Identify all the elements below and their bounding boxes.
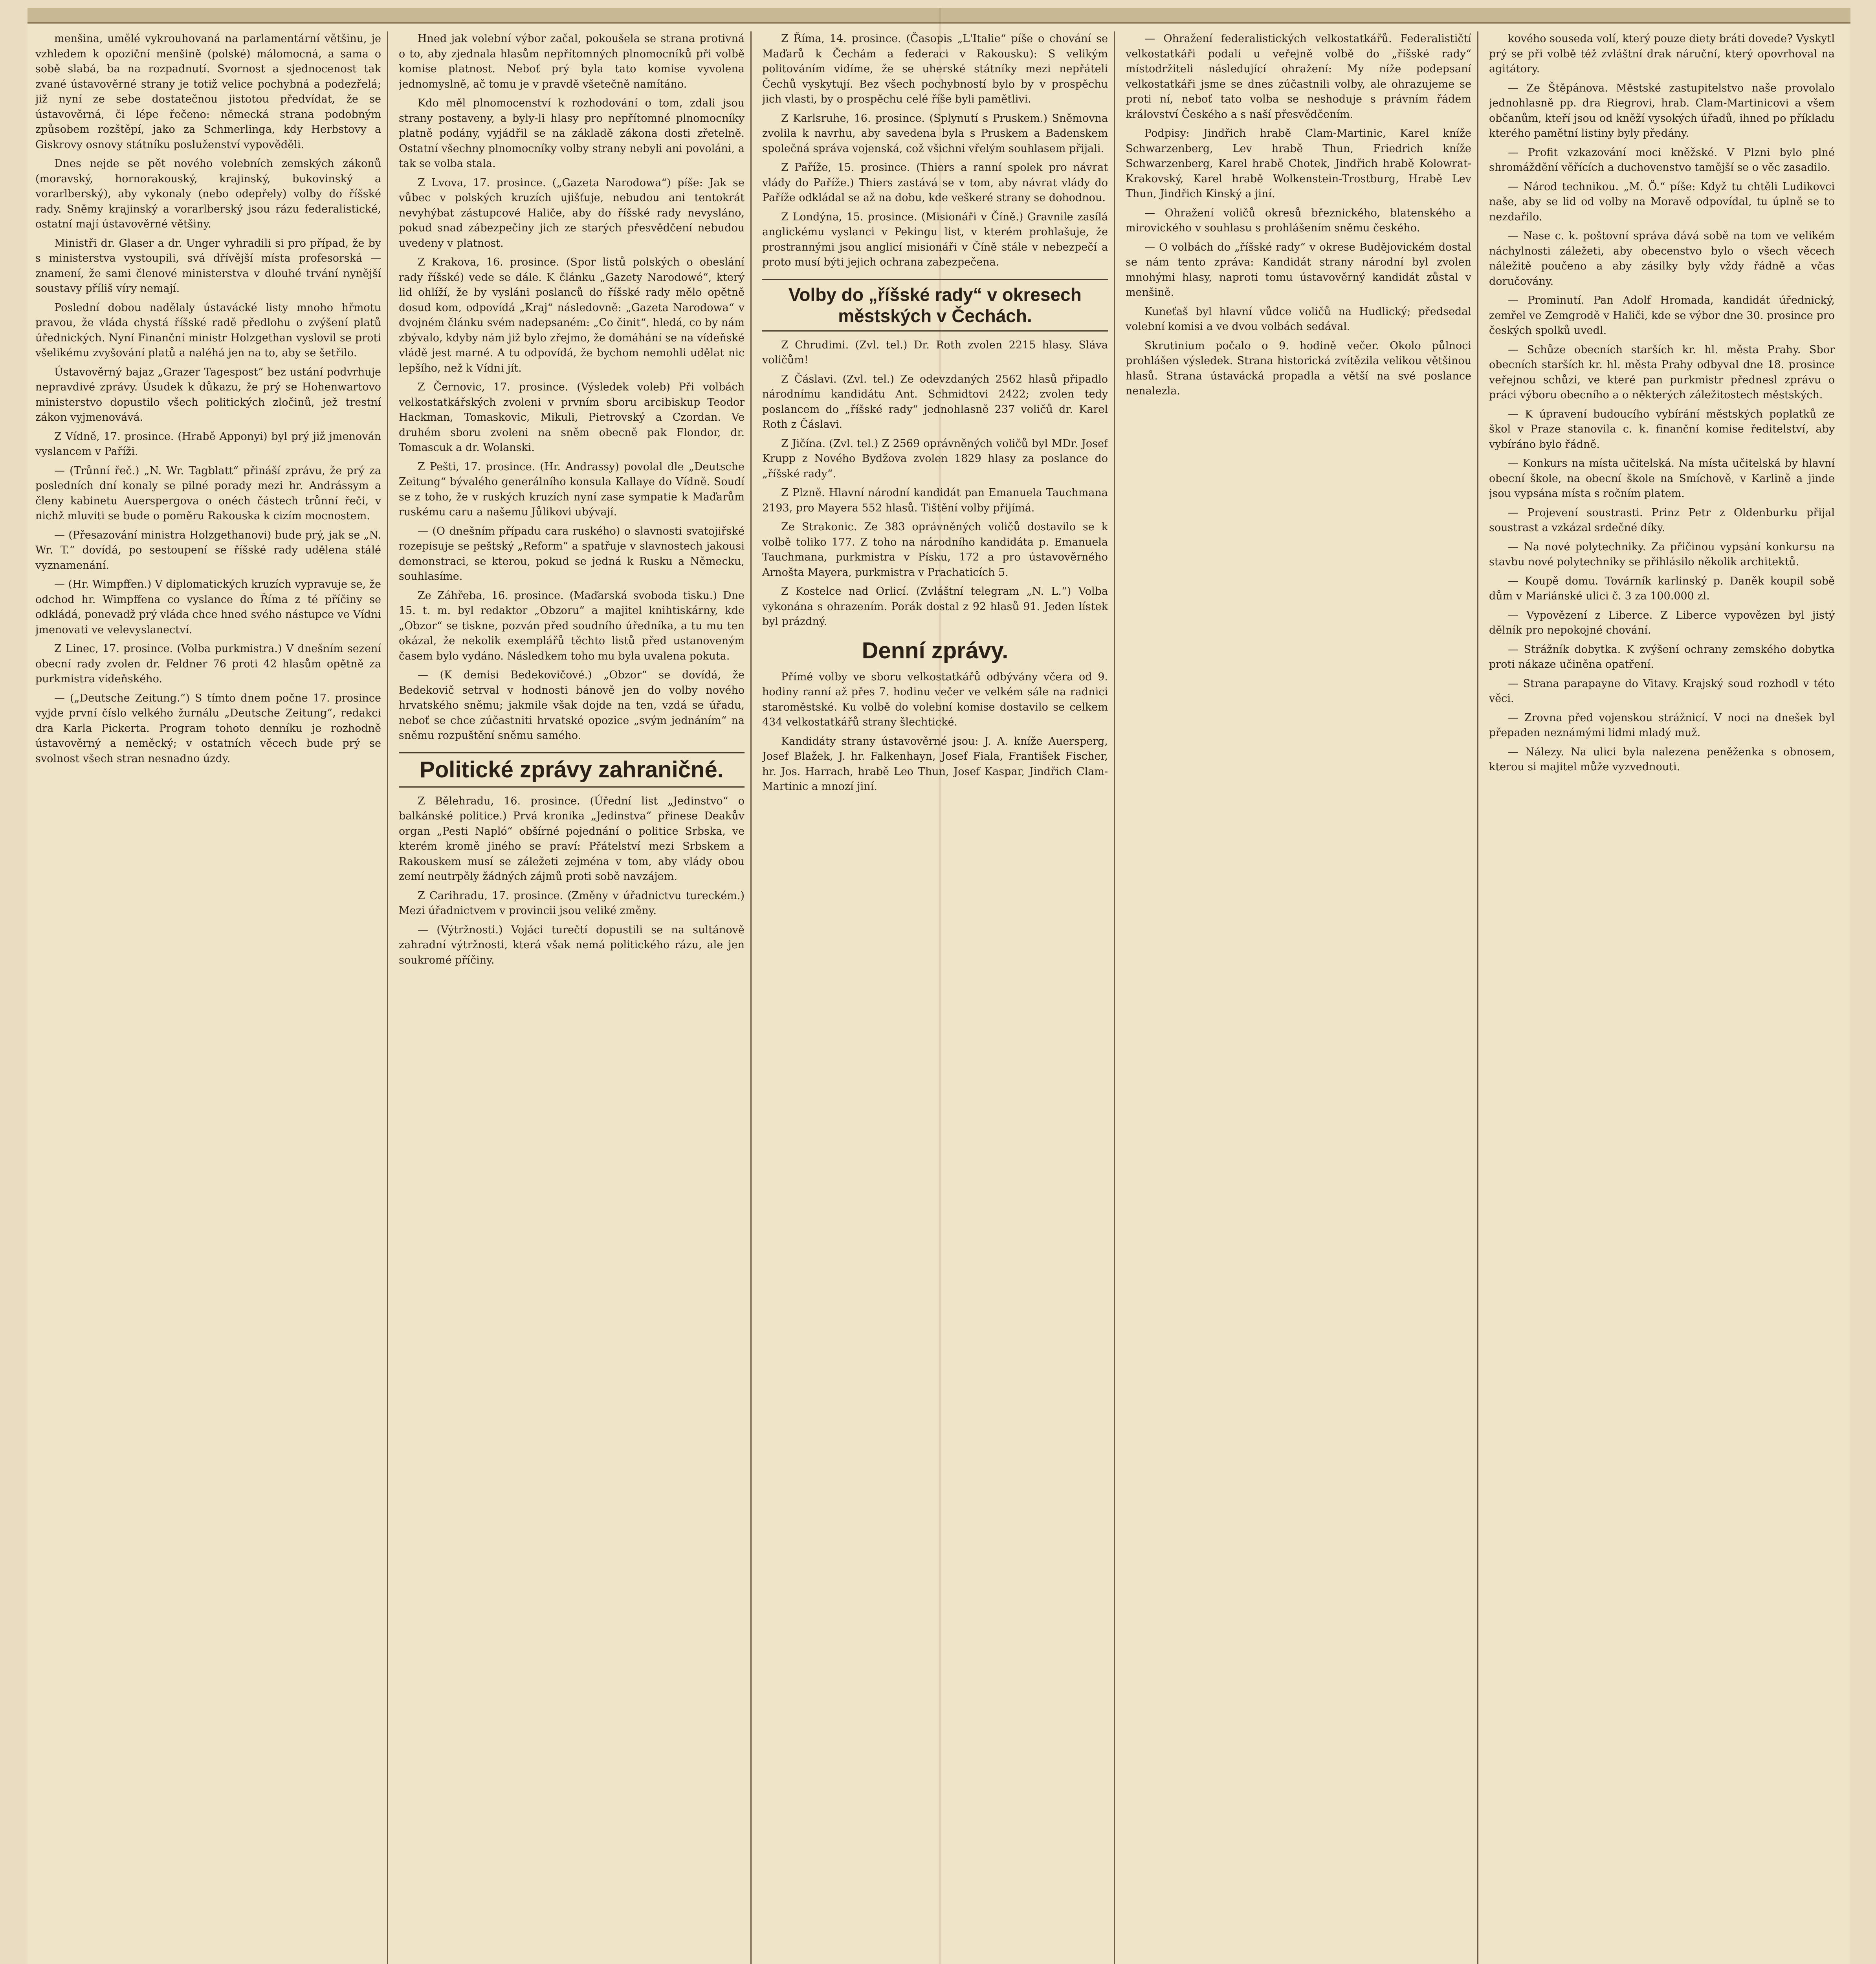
paragraph: Z Říma, 14. prosince. (Časopis „L'Italie“ píše o chování se Maďarů k Čechám a federaci v Rakousku): S velikým politováním vidíme, že se uherské státníky mezi nepřáteli Čechů vyskytují. Bez všech pochybností bylo by v prospěchu jich vlasti, by o prospěchu celé říše byli pamětlivi. xyxy=(762,33,1108,105)
paragraph: Z Lvova, 17. prosince. („Gazeta Narodowa“) píše: Jak se vůbec v polských kruzích ujišťuje, nebudou ani tentokrát nevyhýbat zástupcové Haliče, aby do říšské rady nevysláno, pokud snad zábezpečiny jich ze starých přesvědčení nebudou uvedeny v platnost. xyxy=(399,176,745,249)
paragraph: — Národ technikou. „M. Ö.“ píše: Když tu chtěli Ludikovci naše, aby se lid od volby na Moravě odpovídal, tu úplně se to nezdařilo. xyxy=(1489,180,1835,223)
paragraph: Dnes nejde se pět nového volebních zemských zákonů (moravský, hornorakouský, krajinský, bukovinský a vorarlberský), aby vykonaly (nebo odepřely) volby do říšské rady. Sněmy krajinský a vorarlberský jsou rázu federalistické, ostatní mají ústavověrné většiny. xyxy=(35,158,381,230)
paragraph: Z Paříže, 15. prosince. (Thiers a ranní spolek pro návrat vlády do Paříže.) Thiers zastává se v tom, aby návrat vlády do Paříže odkládal se až na dobu, kde veškeré strany se dohodnou. xyxy=(762,161,1108,204)
paragraph: Z Karlsruhe, 16. prosince. (Splynutí s Pruskem.) Sněmovna zvolila k navrhu, aby savedena byla s Pruskem a Badenskem společná správa vojenská, což všichni vřelým souhlasem přijali. xyxy=(762,112,1108,155)
paragraph: — Schůze obecních starších kr. hl. města Prahy. Sbor obecních starších kr. hl. města Prahy odbyval dne 18. prosince veřejnou schůzi, ve které pan purkmistr přednesl zprávu o práci výboru obecního a o některých záležitostech městských. xyxy=(1489,343,1835,401)
paragraph: Z Bělehradu, 16. prosince. (Úřední list „Jedinstvo“ o balkánské politice.) Prvá kronika „Jedinstva“ přinese Deakův organ „Pesti Napló“ obšírné pojednání o politice Srbska, ve kterém kromě jiného se praví: Přátelství mezi Srbskem a Rakouskem musí se záležeti zejména v tom, aby vlády obou zemí neutrpěly žádných zájmů proti sobě navzájem. xyxy=(399,795,745,883)
paragraph: — Koupě domu. Továrník karlinský p. Daněk koupil sobě dům v Mariánské ulici č. 3 za 100.000 zl. xyxy=(1489,575,1835,602)
paragraph: — (Hr. Wimpffen.) V diplomatických kruzích vypravuje se, že odchod hr. Wimpffena co vyslance do Říma z té příčiny se odkládá, ponevadž prý vláda chce hned svého nástupce ve Vídni jmenovati ve velevyslanectví. xyxy=(35,578,381,636)
paragraph: Z Čáslavi. (Zvl. tel.) Ze odevzdaných 2562 hlasů připadlo národnímu kandidátu Ant. Schmidtovi 2422; zvolen tedy poslancem do „říšské rady“ jednohlasně 237 voličů dr. Karel Roth z Čáslavi. xyxy=(762,373,1108,431)
column-5 xyxy=(1489,31,1835,1964)
paragraph: Ze Strakonic. Ze 383 oprávněných voličů dostavilo se k volbě toliko 177. Z toho na národního kandidáta p. Emanuela Tauchmana, purkmistra v Písku, 172 a pro ústavověrného Arnošta Mayera, purkmistra v Prachaticích 5. xyxy=(762,521,1108,579)
paragraph: Kdo měl plnomocenství k rozhodování o tom, zdali jsou strany postaveny, a byly-li hlasy pro nepřítomné plnomocníky platně podány, vyjádřil se na základě zákona dosti zřetelně. Ostatní všechny plnomocníky volby strany nebyli ani povoláni, a tak se volba stala. xyxy=(399,97,745,170)
column-2 xyxy=(399,31,745,1964)
paragraph: Z Krakova, 16. prosince. (Spor listů polských o obeslání rady říšské) vede se dále. K článku „Gazety Narodowé“, který lid ohlíží, že by vysláni poslanců do říšské rady mělo opětně dosud kom, odpovídá „Kraj“ následovně: „Gazeta Narodowa“ v dvojném článku svém nadepsaném: „Co činit“, hledá, co by nám zbývalo, kdyby nám již bylo zřejmo, že domáhání se na vídeňské vládě jest marné. A tu odpovídá, že bychom nemohli udělat nic lepšího, než k Vídni jít. xyxy=(399,256,745,374)
paragraph: — (Výtržnosti.) Vojáci turečtí dopustili se na sultánově zahradní výtržnosti, která však nemá politického rázu, ale jen soukromé příčiny. xyxy=(399,923,745,966)
section-heading-daily-news: Denní zprávy. xyxy=(862,638,1009,663)
paragraph: — Profit vzkazování moci kněžské. V Plzni bylo plné shromáždění věřících a duchovenstvo tamější se o věc zasadilo. xyxy=(1489,146,1835,174)
paragraph: Z Kostelce nad Orlicí. (Zvláštní telegram „N. L.“) Volba vykonána s ohrazením. Porák dostal z 92 hlasů 91. Jeden lístek byl prázdný. xyxy=(762,585,1108,628)
paragraph: — (O dnešním případu cara ruského) o slavnosti svatojiřské rozepisuje se peštský „Reform“ a spatřuje v slavnostech jakousi demonstraci, se kterou, pokud se jedná k Rusku a Německu, souhlasíme. xyxy=(399,525,745,583)
paragraph: Poslední dobou nadělaly ústavácké listy mnoho hřmotu pravou, že vláda chystá říšské radě předlohu o zvýšení platů úřednických. Nyní Finanční ministr Holzgethan vyslovil se proti všelikému zvyšování platů a naléhá jen na to, aby se šetřilo. xyxy=(35,301,381,359)
column-1 xyxy=(35,31,381,1964)
section-heading-foreign-news: Politické zprávy zahraničné. xyxy=(399,752,745,788)
paragraph: Z Linec, 17. prosince. (Volba purkmistra.) V dnešním sezení obecní rady zvolen dr. Feldner 76 proti 42 hlasům opětně za purkmistra vídeňského. xyxy=(35,643,381,685)
paragraph: — Konkurs na místa učitelská. Na místa učitelská by hlavní obecní škole, na obecní škole na Smíchově, v Karlině a jinde jsou vypsána místa s ročním platem. xyxy=(1489,457,1835,500)
paragraph: menšina, umělé vykrouhovaná na parlamentární většinu, je vzhledem k opoziční menšině (polské) málomocná, a sama o sobě slabá, ba na rozpadnutí. Svornost a sjednocenost tak zvané ústavověrné strany je totiž velice pochybná a podezřelá; již nyní ze sebe dostatečnou jistotou předvídat, že se ústavověrná, či lépe řečeno: německá strana podobným způsobem rozštěpí, jako za Schmerlinga, kdy Herbstovy a Giskrovy osnovy státníku posluženství vypověděli. xyxy=(35,33,381,151)
paragraph: Ústavověrný bajaz „Grazer Tagespost“ bez ustání podvrhuje nepravdivé zprávy. Úsudek k důkazu, že prý se Hohenwartovo ministerstvo dopustilo všech politických zločinů, jež trestní zákon vyjmenovává. xyxy=(35,366,381,423)
paragraph: Z Carihradu, 17. prosince. (Změny v úřadnictvu tureckém.) Mezi úřadnictvem v provincii jsou veliké změny. xyxy=(399,889,745,917)
paragraph: Ministři dr. Glaser a dr. Unger vyhradili si pro případ, že by s ministerstva vystoupili, svá dřívější místa profesorská — znamení, že sami členové ministerstva v dlouhé trvání nynější soustavy příliš víry nemají. xyxy=(35,237,381,295)
paragraph: — Projevení soustrasti. Prinz Petr z Oldenburku přijal soustrast a vzkázal srdečné díky. xyxy=(1489,506,1835,534)
paragraph: Z Černovic, 17. prosince. (Výsledek voleb) Při volbách velkostatkářských zvoleni v prvním sboru arcibiskup Teodor Hackman, Tomaskovic, Mikuli, Pietrovský a Czordan. Ve druhém sboru zvoleni na sněm obecně pak Flondor, dr. Tomascuk a dr. Wolanski. xyxy=(399,381,745,454)
paragraph: — Ze Štěpánova. Městské zastupitelstvo naše provolalo jednohlasně pp. dra Riegrovi, hrab. Clam-Martinicovi a všem občanům, kteří jsou od kněží vysokých úřadů, ihned po příkladu kterého pamětní listiny byly předány. xyxy=(1489,82,1835,139)
paragraph: Kuneťaš byl hlavní vůdce voličů na Hudlický; předsedal volební komisi a ve dvou volbách sedával. xyxy=(1126,305,1471,333)
paragraph: Z Jičína. (Zvl. tel.) Z 2569 oprávněných voličů byl MDr. Josef Krupp z Nového Bydžova zvolen 1829 hlasy za poslance do „říšské rady“. xyxy=(762,437,1108,480)
paragraph: kového souseda volí, který pouze diety bráti dovede? Vyskytl prý se při volbě též zvláštní drak náruční, který opovrhoval na agitátory. xyxy=(1489,33,1835,75)
paragraph: Přímé volby ve sboru velkostatkářů odbývány včera od 9. hodiny ranní až přes 7. hodinu večer ve velkém sále na radnici staroměstské. Ku volbě do volební komise dostavilo se celkem 434 velkostatkářů strany šlechtické. xyxy=(762,671,1108,728)
column-rule xyxy=(387,31,388,1964)
column-3 xyxy=(762,31,1108,1964)
column-rule xyxy=(1477,31,1478,1964)
paragraph: Z Vídně, 17. prosince. (Hrabě Apponyi) byl prý již jmenován vyslancem v Paříži. xyxy=(35,430,381,458)
paragraph: — (Trůnní řeč.) „N. Wr. Tagblatt“ přináší zprávu, že prý za posledních dní konaly se pilné porady mezi hr. Andrássym a členy kabinetu Auerspergova o onéch částech trůnní řeči, v nichž mluviti se bude o poměru Rakouska k cizím mocnostem. xyxy=(35,464,381,522)
paragraph: Kandidáty strany ústavověrné jsou: J. A. kníže Auersperg, Josef Blažek, J. hr. Falkenhayn, Josef Fiala, František Fischer, hr. Jos. Harrach, hrabě Leo Thun, Josef Kaspar, Jindřich Clam-Martinic a mnozí jiní. xyxy=(762,735,1108,793)
paragraph: Skrutinium počalo o 9. hodině večer. Okolo půlnoci prohlášen výsledek. Strana historická zvítězila velikou většinou hlasů. Strana ústavácká propadla a větší na své poslance nenalezla. xyxy=(1126,339,1471,397)
paragraph: Podpisy: Jindřich hrabě Clam-Martinic, Karel kníže Schwarzenberg, Lev hrabě Thun, Friedrich kníže Schwarzenberg, Karel hrabě Chotek, Jindřich hrabě Kolowrat-Krakovský, Karel hrabě Wolkenstein-Trostburg, Hrabě Lev Thun, Jindřich Kinský a jiní. xyxy=(1126,127,1471,200)
column-rule xyxy=(1114,31,1115,1964)
paragraph: — Prominutí. Pan Adolf Hromada, kandidát úřednický, zemřel ve Zemgrodě v Haliči, kde se výbor dne 30. prosince pro českých spolků uvedl. xyxy=(1489,294,1835,337)
paragraph: — Vypovězení z Liberce. Z Liberce vypovězen byl jistý dělník pro nepokojné chování. xyxy=(1489,609,1835,636)
paragraph: — („Deutsche Zeitung.“) S tímto dnem počne 17. prosince vyjde první číslo velkého žurnálu „Deutsche Zeitung“, redakci dra Karla Pickerta. Program tohoto denníku je rozhodně ústavověrný a neměcký; v ostatních věcech bude prý se svolnost všech stran nesnadno úzdy. xyxy=(35,692,381,765)
paragraph: — Zrovna před vojenskou strážnicí. V noci na dnešek byl přepaden neznámými lidmi mladý muž. xyxy=(1489,711,1835,739)
column-rule xyxy=(750,31,752,1964)
paragraph: — Ohražení voličů okresů březnického, blatenského a mirovického v souhlasu s prohlášením sněmu českého. xyxy=(1126,207,1471,234)
paragraph: — Strana parapayne do Vitavy. Krajský soud rozhodl v této věci. xyxy=(1489,677,1835,705)
paragraph: Z Plzně. Hlavní národní kandidát pan Emanuela Tauchmana 2193, pro Mayera 552 hlasů. Tištění volby přijímá. xyxy=(762,487,1108,514)
newspaper-page xyxy=(28,8,1850,1964)
paragraph: — Na nové polytechniky. Za přičinou vypsání konkursu na stavbu nové polytechniky se přihlásilo několik architektů. xyxy=(1489,540,1835,568)
paragraph: Z Londýna, 15. prosince. (Misionáři v Číně.) Gravnile zasílá anglickému vyslanci v Pekingu list, v kterém prohlašuje, že prostrannými jsou anglicí misionáři v Číně stále v nebezpečí a proto musí býti jejich ochrana zabezpečena. xyxy=(762,211,1108,268)
paragraph: — (K demisi Bedekovičové.) „Obzor“ se dovídá, že Bedekovič setrval v hodnosti bánově jen do volby nového hrvatského sněmu; jakmile však dojde na ten, vzdá se úřadu, neboť se chce zúčastniti hrvatské opozice „svým jednáním“ na sněmu rozpuštění sněmu samého. xyxy=(399,669,745,742)
column-4 xyxy=(1126,31,1471,1964)
paragraph: — Nase c. k. poštovní správa dává sobě na tom ve velikém náchylnosti záležeti, aby obecenstvo bylo o všech věcech náležitě poučeno a aby zásilky byly vždy řádně a včas doručovány. xyxy=(1489,230,1835,288)
paragraph: — O volbách do „říšské rady“ v okrese Budějovickém dostal se nám tento zpráva: Kandidát strany národní byl zvolen mnohými hlasy, naproti tomu ústavověrný kandidát zůstal v menšině. xyxy=(1126,241,1471,299)
paragraph: Hned jak volební výbor začal, pokoušela se strana protivná o to, aby zjednala hlasům nepřítomných plnomocníků při volbě komise platnost. Neboť prý byla tato komise vyvolena jednomyslně, ač tomu je v pravdě všetečně namítáno. xyxy=(399,33,745,90)
paragraph: Z Pešti, 17. prosince. (Hr. Andrassy) povolal dle „Deutsche Zeitung“ bývalého generálního konsula Kallaye do Vídně. Soudí se z toho, že v ruských kruzích nyní zase sympatie k Maďarům ruskému caru a našemu Jůlikovi ubývají. xyxy=(399,460,745,518)
paragraph: — K úpravení budoucího vybírání městských poplatků ze škol v Praze stanovila c. k. finanční komise ředitelství, aby vybíráno bylo řádně. xyxy=(1489,408,1835,451)
paragraph: Ze Záhřeba, 16. prosince. (Maďarská svoboda tisku.) Dne 15. t. m. byl redaktor „Obzoru“ a majitel knihtiskárny, kde „Obzor“ se tiskne, pozván před soudního úředníka, a tu mu ten okázal, že nekolik exemplářů těchto listů před ustanoveným časem bylo vydáno. Následkem toho mu byla uvalena pokuta. xyxy=(399,589,745,662)
paragraph: — Ohražení federalistických velkostatkářů. Federalističtí velkostatkáři podali u veřejně volbě do „říšské rady“ místodržiteli následující ohražení: My níže podepsaní velkostatkáři jsme se dnes zúčastnili volby, ale ohrazujeme se proti ní, neboť tato volba se neshoduje s právním řádem království Českého a s naší přesvědčením. xyxy=(1126,33,1471,121)
paragraph: — Nálezy. Na ulici byla nalezena peněženka s obnosem, kterou si majitel může vyzvednouti. xyxy=(1489,746,1835,773)
paragraph: — (Přesazování ministra Holzgethanovi) bude prý, jak se „N. Wr. T.“ dovídá, po sestoupení se říšské rady udělena stálé vyznamenání. xyxy=(35,529,381,572)
paragraph: Z Chrudimi. (Zvl. tel.) Dr. Roth zvolen 2215 hlasy. Sláva voličům! xyxy=(762,339,1108,366)
paragraph: — Strážník dobytka. K zvýšení ochrany zemského dobytka proti nákaze učiněna opatření. xyxy=(1489,643,1835,671)
section-heading-elections: Volby do „říšské rady“ v okresech městských v Čechách. xyxy=(762,279,1108,332)
